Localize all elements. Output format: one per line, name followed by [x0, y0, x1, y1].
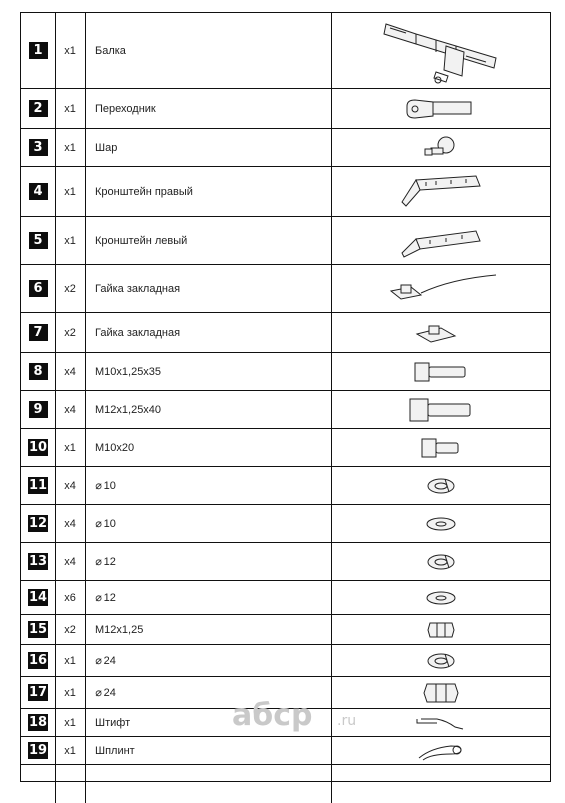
part-picture-cell — [331, 391, 550, 428]
column-divider — [85, 89, 86, 128]
column-divider — [85, 765, 86, 803]
part-picture-cell — [331, 129, 550, 166]
column-divider — [85, 543, 86, 580]
item-number-cell — [21, 765, 55, 803]
part-name-cell — [95, 615, 325, 644]
quantity-cell: x2 — [64, 326, 76, 339]
flat-washer-icon — [421, 588, 461, 608]
part-name-text: 24 — [103, 686, 116, 699]
part-name-text: 10 — [103, 517, 116, 530]
table-row — [21, 313, 550, 353]
item-number-badge: 7 — [29, 324, 48, 341]
part-name-text: 24 — [103, 654, 116, 667]
item-number-cell — [21, 677, 55, 708]
column-divider — [85, 167, 86, 216]
item-number-cell — [21, 645, 55, 676]
watermark-text: aбcp — [232, 698, 313, 733]
quantity-cell: x1 — [64, 234, 76, 247]
table-row — [21, 217, 550, 265]
part-name-text: Штифт — [95, 716, 131, 729]
part-picture-cell — [331, 167, 550, 216]
part-name-cell — [95, 645, 325, 676]
quantity-cell: x1 — [64, 141, 76, 154]
item-number-cell — [21, 709, 55, 736]
item-number-badge: 16 — [28, 653, 48, 668]
quantity-cell: x4 — [64, 517, 76, 530]
bolt-large-icon — [406, 395, 476, 425]
table-row — [21, 129, 550, 167]
item-number-badge: 6 — [29, 280, 48, 297]
part-picture-cell — [331, 467, 550, 504]
column-divider — [85, 467, 86, 504]
item-number-badge: 8 — [29, 363, 48, 380]
quantity-cell: x2 — [64, 623, 76, 636]
insert-nut-icon — [411, 318, 471, 348]
part-name-text: М12х1,25 — [95, 623, 144, 636]
table-row — [21, 13, 550, 89]
part-name-cell — [95, 581, 325, 614]
quantity-cell: x4 — [64, 403, 76, 416]
pin-icon — [411, 713, 471, 733]
diameter-symbol: ⌀ — [95, 556, 102, 568]
right-bracket-icon — [396, 172, 486, 212]
table-row — [21, 765, 550, 803]
table-row — [21, 645, 550, 677]
quantity-cell: x1 — [64, 716, 76, 729]
part-name-cell — [95, 543, 325, 580]
table-row — [21, 677, 550, 709]
item-number-badge: 13 — [28, 554, 48, 569]
quantity-cell: x1 — [64, 185, 76, 198]
part-picture-cell — [331, 709, 550, 736]
part-name-text: 10 — [103, 479, 116, 492]
part-name-cell — [95, 429, 325, 466]
part-name-text: Шар — [95, 141, 118, 154]
part-name-text: Гайка закладная — [95, 282, 181, 295]
quantity-cell: x4 — [64, 555, 76, 568]
part-name-text: 12 — [103, 591, 116, 604]
quantity-cell: x1 — [64, 102, 76, 115]
item-number-badge: 18 — [28, 715, 48, 730]
column-divider — [85, 505, 86, 542]
part-name-text: М10х1,25х35 — [95, 365, 162, 378]
column-divider — [85, 313, 86, 352]
part-name-cell — [95, 709, 325, 736]
quantity-cell: x6 — [64, 591, 76, 604]
part-name-cell — [95, 765, 325, 803]
part-picture-cell — [331, 581, 550, 614]
part-name-cell — [95, 217, 325, 264]
spring-washer-icon — [421, 550, 461, 574]
part-picture-cell — [331, 645, 550, 676]
column-divider — [85, 645, 86, 676]
part-name-text: Кронштейн правый — [95, 185, 193, 198]
item-number-badge: 14 — [28, 590, 48, 605]
part-name-text: М12х1,25х40 — [95, 403, 162, 416]
quantity-cell: x1 — [64, 744, 76, 757]
table-row — [21, 467, 550, 505]
item-number-cell — [21, 429, 55, 466]
item-number-badge: 4 — [29, 183, 48, 200]
quantity-cell: x1 — [64, 441, 76, 454]
table-row — [21, 89, 550, 129]
part-picture-cell — [331, 615, 550, 644]
item-number-badge: 2 — [29, 100, 48, 117]
part-picture-cell — [331, 505, 550, 542]
part-picture-cell — [331, 677, 550, 708]
quantity-cell: x4 — [64, 479, 76, 492]
table-row — [21, 353, 550, 391]
part-picture-cell — [331, 265, 550, 312]
part-name-text: 12 — [103, 555, 116, 568]
part-name-cell — [95, 265, 325, 312]
part-name-cell — [95, 737, 325, 764]
table-row — [21, 737, 550, 765]
insert-nut-wire-icon — [381, 269, 501, 309]
spring-washer-icon — [421, 649, 461, 673]
column-divider — [85, 217, 86, 264]
hex-nut-large-icon — [421, 678, 461, 708]
item-number-cell — [21, 391, 55, 428]
table-row — [21, 709, 550, 737]
adapter-icon — [401, 94, 481, 124]
column-divider — [85, 615, 86, 644]
part-name-cell — [95, 353, 325, 390]
diameter-symbol: ⌀ — [95, 480, 102, 492]
diameter-symbol: ⌀ — [95, 518, 102, 530]
part-name-text: Кронштейн левый — [95, 234, 188, 247]
item-number-cell — [21, 737, 55, 764]
diameter-symbol: ⌀ — [95, 655, 102, 667]
table-row — [21, 391, 550, 429]
column-divider — [85, 709, 86, 736]
parts-table — [20, 12, 551, 782]
item-number-cell — [21, 543, 55, 580]
item-number-badge: 3 — [29, 139, 48, 156]
quantity-cell: x1 — [64, 44, 76, 57]
part-name-text: Балка — [95, 44, 126, 57]
quantity-cell: x1 — [64, 654, 76, 667]
hex-nut-icon — [424, 617, 458, 643]
quantity-cell: x4 — [64, 365, 76, 378]
item-number-badge: 10 — [28, 440, 48, 455]
item-number-cell — [21, 353, 55, 390]
part-picture-cell — [331, 313, 550, 352]
item-number-cell — [21, 89, 55, 128]
flat-washer-icon — [421, 514, 461, 534]
watermark-suffix: .ru — [337, 713, 357, 729]
item-number-cell — [21, 265, 55, 312]
item-number-badge: 9 — [29, 401, 48, 418]
part-name-text: М10х20 — [95, 441, 135, 454]
column-divider — [85, 677, 86, 708]
item-number-cell — [21, 313, 55, 352]
diameter-symbol: ⌀ — [95, 592, 102, 604]
item-number-badge: 11 — [28, 478, 48, 493]
bolt-short-icon — [418, 435, 464, 461]
part-picture-cell — [331, 543, 550, 580]
item-number-badge: 5 — [29, 232, 48, 249]
part-name-cell — [95, 505, 325, 542]
item-number-badge: 1 — [29, 42, 48, 59]
part-picture-cell — [331, 217, 550, 264]
item-number-cell — [21, 505, 55, 542]
part-name-cell — [95, 391, 325, 428]
item-number-cell — [21, 581, 55, 614]
item-number-badge: 19 — [28, 743, 48, 758]
part-name-text: Шплинт — [95, 744, 135, 757]
column-divider — [85, 129, 86, 166]
part-name-cell — [95, 129, 325, 166]
cotter-pin-icon — [411, 740, 471, 762]
table-row — [21, 615, 550, 645]
part-picture-cell — [331, 765, 550, 803]
table-row — [21, 429, 550, 467]
part-name-cell — [95, 167, 325, 216]
column-divider — [85, 353, 86, 390]
part-picture-cell — [331, 353, 550, 390]
tow-ball-icon — [421, 133, 461, 163]
bolt-icon — [411, 359, 471, 385]
quantity-cell — [55, 765, 85, 803]
tow-beam-icon — [376, 16, 506, 86]
table-row — [21, 581, 550, 615]
item-number-cell — [21, 167, 55, 216]
item-number-badge: 15 — [28, 622, 48, 637]
diameter-symbol: ⌀ — [95, 687, 102, 699]
part-name-cell — [95, 467, 325, 504]
item-number-badge: 17 — [28, 685, 48, 700]
spring-washer-icon — [421, 474, 461, 498]
column-divider — [85, 13, 86, 88]
item-number-cell — [21, 129, 55, 166]
part-picture-cell — [331, 13, 550, 88]
part-name-cell — [95, 89, 325, 128]
part-name-text: Гайка закладная — [95, 326, 181, 339]
part-name-cell — [95, 677, 325, 708]
column-divider — [85, 581, 86, 614]
table-row — [21, 265, 550, 313]
quantity-cell: x1 — [64, 686, 76, 699]
column-divider — [85, 265, 86, 312]
column-divider — [85, 429, 86, 466]
part-name-text: Переходник — [95, 102, 156, 115]
table-row — [21, 167, 550, 217]
table-row — [21, 543, 550, 581]
column-divider — [85, 737, 86, 764]
part-name-cell — [95, 13, 325, 88]
item-number-cell — [21, 217, 55, 264]
item-number-cell — [21, 13, 55, 88]
item-number-cell — [21, 467, 55, 504]
part-name-cell — [95, 313, 325, 352]
part-picture-cell — [331, 89, 550, 128]
part-picture-cell — [331, 429, 550, 466]
item-number-badge: 12 — [28, 516, 48, 531]
column-divider — [85, 391, 86, 428]
item-number-cell — [21, 615, 55, 644]
left-bracket-icon — [396, 221, 486, 261]
part-picture-cell — [331, 737, 550, 764]
quantity-cell: x2 — [64, 282, 76, 295]
table-row — [21, 505, 550, 543]
